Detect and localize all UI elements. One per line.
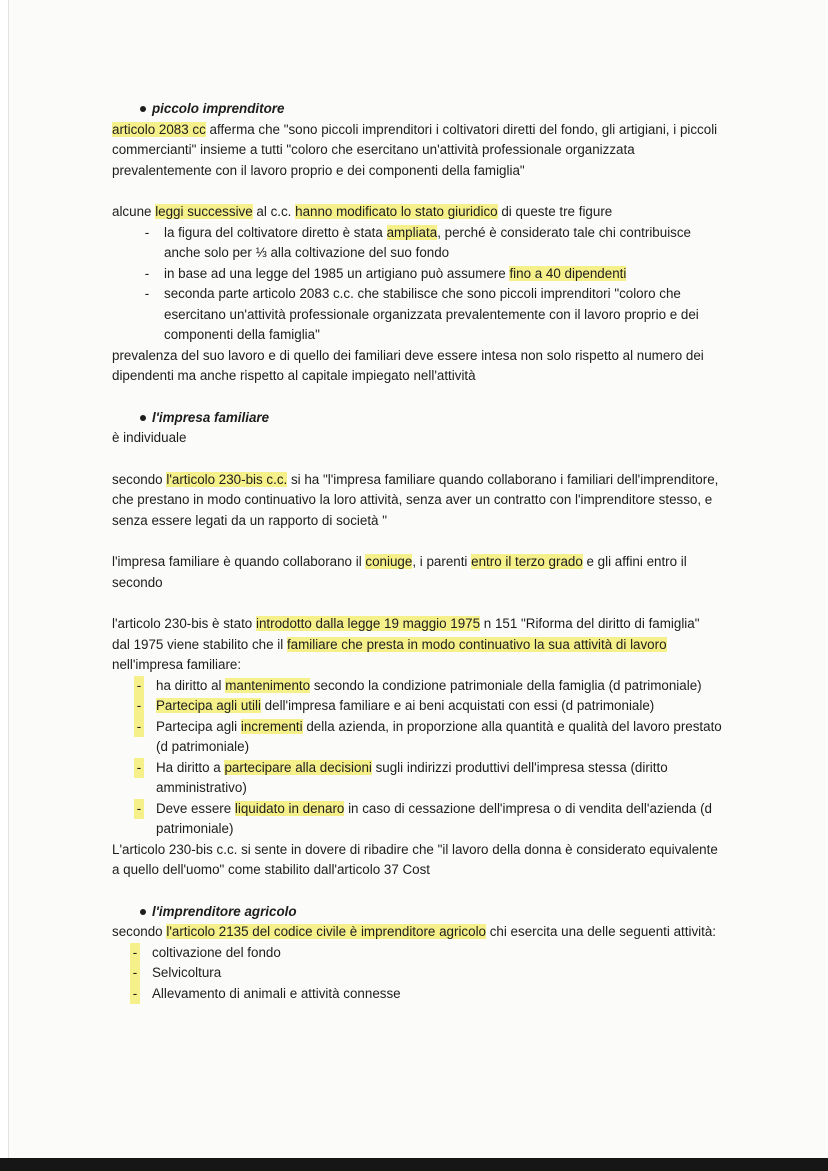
dash-icon: - — [134, 799, 144, 820]
highlight: articolo 2083 cc — [112, 121, 206, 137]
dash-icon: - — [130, 943, 140, 964]
highlight: familiare che presta in modo continuativo la sua attività di lavoro — [286, 636, 667, 652]
list-item: - ha diritto al mantenimento secondo la condizione patrimoniale della famiglia (d patrimoniale) — [112, 676, 722, 697]
heading-piccolo-imprenditore: piccolo imprenditore — [112, 99, 722, 120]
highlight: fino a 40 dipendenti — [509, 265, 627, 281]
dash-icon: - — [134, 758, 144, 779]
highlight: liquidato in denaro — [234, 800, 345, 816]
paragraph-collaborano: l'impresa familiare è quando collaborano il coniuge, i parenti entro il terzo grado e gli affini entro il secondo — [112, 554, 687, 590]
highlight: coniuge — [365, 554, 413, 569]
highlight: hanno modificato lo stato giuridico — [295, 204, 498, 219]
paragraph-2083: articolo 2083 cc afferma che "sono piccoli imprenditori i coltivatori diretti del fondo, gli artigiani, i piccoli commercianti" insieme a tutti "coloro che esercitano un'attività professionale organizzata prevalentemente con il lavoro proprio e dei componenti della famiglia" — [112, 121, 718, 178]
dash-icon: - — [130, 984, 140, 1005]
paragraph-leggi-successive: alcune leggi successive al c.c. hanno modificato lo stato giuridico di queste tre figure — [112, 204, 613, 219]
highlight: ampliata — [386, 224, 438, 240]
dash-icon: - — [144, 286, 150, 301]
dash-icon: - — [134, 676, 144, 697]
highlight: entro il terzo grado — [471, 554, 583, 569]
list-item: - Allevamento di animali e attività connesse — [112, 984, 722, 1005]
document-body — [112, 99, 722, 1004]
heading-imprenditore-agricolo: l'imprenditore agricolo — [112, 902, 722, 923]
dash-icon: - — [144, 224, 150, 240]
dash-icon: - — [144, 265, 150, 281]
list-item: - coltivazione del fondo — [112, 943, 722, 964]
highlight: introdotto dalla legge 19 maggio 1975 — [255, 616, 481, 631]
highlight: mantenimento — [225, 677, 311, 693]
list-item: - Ha diritto a partecipare alla decisioni sugli indirizzi produttivi dell'impresa stessa (diritto amministrativo) — [112, 758, 722, 799]
bullet-icon — [140, 106, 146, 112]
list-attivita — [112, 943, 722, 1005]
dash-icon: - — [134, 717, 144, 738]
highlight: Partecipa agli utili — [156, 698, 261, 713]
list-item: - la figura del coltivatore diretto è stata ampliata, perché è considerato tale chi contribuisce anche solo per ⅓ alla coltivazione del suo fondo — [112, 223, 722, 264]
paragraph-2135: secondo l'articolo 2135 del codice civile è imprenditore agricolo chi esercita una delle seguenti attività: — [112, 924, 717, 939]
dash-icon: - — [130, 963, 140, 984]
heading-impresa-familiare: l'impresa familiare — [112, 408, 722, 429]
highlight: l'articolo 2135 del codice civile è imprenditore agricolo — [166, 924, 486, 939]
list-item: - Selvicoltura — [112, 963, 722, 984]
list-item: - in base ad una legge del 1985 un artigiano può assumere fino a 40 dipendenti — [112, 264, 722, 285]
list-item: - Deve essere liquidato in denaro in caso di cessazione dell'impresa o di vendita dell'azienda (d patrimoniale) — [112, 799, 722, 840]
dash-icon: - — [134, 696, 144, 717]
list-piccolo — [112, 223, 722, 346]
list-item: - seconda parte articolo 2083 c.c. che stabilisce che sono piccoli imprenditori "coloro che esercitano un'attività professionale organizzata prevalentemente con il lavoro proprio e dei componenti della famiglia" — [112, 284, 722, 346]
list-item: - Partecipa agli utili dell'impresa familiare e ai beni acquistati con essi (d patrimoniale) — [112, 696, 722, 717]
highlight: l'articolo 230-bis c.c. — [166, 471, 288, 487]
paragraph-dal-1975: dal 1975 viene stabilito che il familiare che presta in modo continuativo la sua attività di lavoro nell'impresa familiare: — [112, 636, 667, 672]
list-item: - Partecipa agli incrementi della azienda, in proporzione alla quantità e qualità del lavoro prestato (d patrimoniale) — [112, 717, 722, 758]
highlight: leggi successive — [155, 204, 253, 219]
bullet-icon — [140, 909, 146, 915]
paragraph-lavoro-donna: L'articolo 230-bis c.c. si sente in dovere di ribadire che "il lavoro della donna è considerato equivalente a quello dell'uomo" come stabilito dall'articolo 37 Cost — [112, 841, 718, 877]
paragraph-legge-1975: l'articolo 230-bis è stato introdotto dalla legge 19 maggio 1975 n 151 "Riforma del diritto di famiglia" — [112, 616, 700, 631]
highlight: incrementi — [240, 718, 303, 734]
paragraph-230bis: secondo l'articolo 230-bis c.c. si ha "l'impresa familiare quando collaborano i familiari dell'imprenditore, che prestano in modo continuativo la loro attività, senza aver un contratto con l'imprenditore stesso, e senza essere legati da un rapporto di società " — [112, 471, 719, 528]
highlight: partecipare alla decisioni — [224, 759, 372, 775]
bottom-edge — [0, 1158, 828, 1171]
subheading-individuale: è individuale — [112, 430, 187, 445]
bullet-icon — [140, 415, 146, 421]
list-diritti — [112, 676, 722, 840]
paragraph-prevalenza: prevalenza del suo lavoro e di quello dei familiari deve essere intesa non solo rispetto al numero dei dipendenti ma anche rispetto al capitale impiegato nell'attività — [112, 347, 704, 383]
